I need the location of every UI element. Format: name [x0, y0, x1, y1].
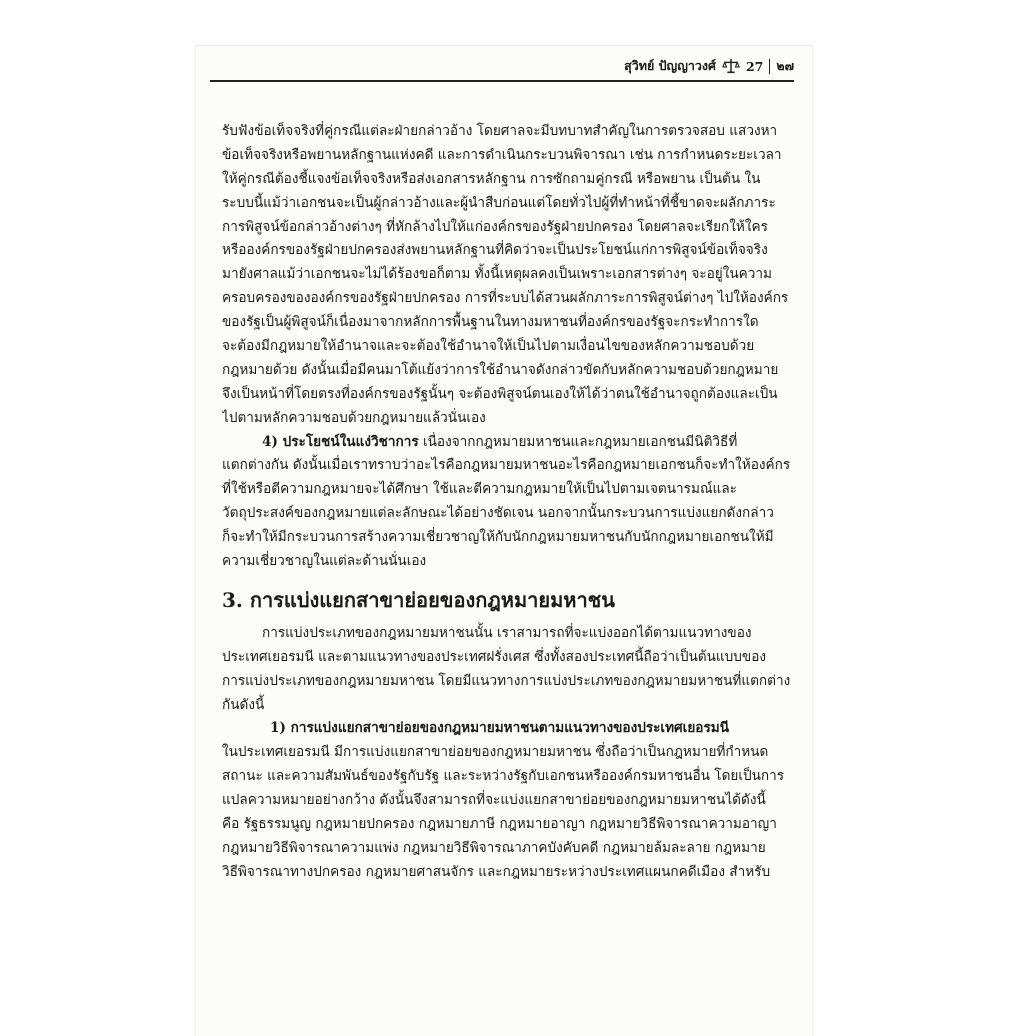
text-line: การพิสูจน์ข้อกล่าวอ้างต่างๆ ที่หักล้างไปให้แก่องค์กรของรัฐฝ่ายปกครอง โดยศาลจะเรียกให้ใคร [222, 218, 768, 235]
header-rule [210, 80, 794, 82]
text-line: ประเทศเยอรมนี และตามแนวทางของประเทศฝรั่งเศส ซึ่งทั้งสองประเทศนี้ถือว่าเป็นต้นแบบของ [222, 648, 766, 665]
book-page [196, 46, 812, 1036]
point-4-lead-text: เนื่องจากกฎหมายมหาชนและกฎหมายเอกชนมีนิติวิธีที่ [418, 433, 738, 450]
running-header [196, 46, 794, 86]
header-page-number: 27 [745, 58, 764, 74]
point-4-heading: 4) ประโยชน์ในแง่วิชาการ [262, 433, 419, 450]
text-line: จึงเป็นหน้าที่โดยตรงที่องค์กรของรัฐนั้นๆ จะต้องพิสูจน์ตนเองให้ได้ว่าตนใช้อำนาจถูกต้องและเป็น [222, 385, 778, 402]
text-line: แปลความหมายอย่างกว้าง ดังนั้นจึงสามารถที่จะแบ่งแยกสาขาย่อยของกฎหมายมหาชนได้ดังนี้ [222, 792, 766, 809]
text-line: ไปตามหลักความชอบด้วยกฎหมายแล้วนั่นเอง [222, 409, 486, 426]
text-line: มายังศาลแม้ว่าเอกชนจะไม่ได้ร้องขอก็ตาม ทั้งนี้เหตุผลคงเป็นเพราะเอกสารต่างๆ จะอยู่ในความ [222, 266, 773, 283]
text-line: รับฟังข้อเท็จจริงที่คู่กรณีแต่ละฝ่ายกล่าวอ้าง โดยศาลจะมีบทบาทสำคัญในการตรวจสอบ แสวงหา [222, 123, 778, 139]
text-line: ของรัฐเป็นผู้พิสูจน์ก็เนื่องมาจากหลักการพื้นฐานในทางมหาชนที่องค์กรของรัฐจะกระทำการใด [222, 314, 759, 331]
text-line: ระบบนี้แม้ว่าเอกชนจะเป็นผู้กล่าวอ้างและผู้นำสืบก่อนแต่โดยทั่วไปผู้ที่ทำหน้าที่ชี้ขาดจะผลักภาระ [222, 194, 776, 211]
page-body [222, 120, 794, 885]
text-line: กันดังนี้ [222, 696, 265, 713]
text-line: สถานะ และความสัมพันธ์ของรัฐกับรัฐ และระหว่างรัฐกับเอกชนหรือองค์กรมหาชนอื่น โดยเป็นการ [222, 768, 785, 785]
section-3-heading: 3. การแบ่งแยกสาขาย่อยของกฎหมายมหาชน [222, 587, 615, 612]
subsection-1-heading [222, 717, 794, 741]
subsection-1 [222, 717, 794, 884]
text-line: ครอบครองขององค์กรของรัฐฝ่ายปกครอง การที่ระบบได้สวนผลักภาระการพิสูจน์ต่างๆ ไปให้องค์กร [222, 290, 789, 307]
text-line: ที่ใช้หรือตีความกฎหมายจะได้ศึกษา ใช้และตีความกฎหมายให้เป็นไปตามเจตนารมณ์และ [222, 481, 737, 498]
header-page-number-thai: ๒๗ [776, 58, 794, 73]
text-line: การแบ่งประเภทของกฎหมายมหาชนนั้น เราสามารถที่จะแบ่งออกได้ตามแนวทางของ [262, 624, 752, 641]
text-line: กฎหมายด้วย ดังนั้นเมื่อมีคนมาโต้แย้งว่าการใช้อำนาจดังกล่าวขัดกับหลักความชอบด้วยกฎหมาย [222, 361, 779, 378]
text-line: การแบ่งประเภทของกฎหมายมหาชน โดยมีแนวทางการแบ่งประเภทของกฎหมายมหาชนที่แตกต่าง [222, 672, 791, 689]
header-separator [769, 59, 770, 74]
text-line: หรือองค์กรของรัฐฝ่ายปกครองส่งพยานหลักฐานที่คิดว่าจะเป็นประโยชน์แก่การพิสูจน์ข้อเท็จจริง [222, 242, 768, 259]
text-line: ก็จะทำให้มีกระบวนการสร้างความเชี่ยวชาญให้กับนักกฎหมายมหาชนกับนักกฎหมายเอกชนให้มี [222, 529, 774, 546]
header-author: สุวิทย์ ปัญญาวงศ์ [624, 58, 716, 73]
text-line: แตกต่างกัน ดังนั้นเมื่อเราทราบว่าอะไรคือกฎหมายมหาชนอะไรคือกฎหมายเอกชนก็จะทำให้องค์กร [222, 457, 791, 474]
section-3-intro [222, 622, 794, 718]
paragraph-1 [222, 120, 794, 431]
text-line: ในประเทศเยอรมนี มีการแบ่งแยกสาขาย่อยของกฎหมายมหาชน ซึ่งถือว่าเป็นกฎหมายที่กำหนด [222, 744, 769, 761]
text-line-lead [222, 431, 794, 455]
text-line: ความเชี่ยวชาญในแต่ละด้านนั่นเอง [222, 553, 427, 570]
text-line: กฎหมายวิธีพิจารณาความแพ่ง กฎหมายวิธีพิจารณาภาคบังคับคดี กฎหมายล้มละลาย กฎหมาย [222, 839, 766, 856]
text-line: จะต้องมีกฎหมายให้อำนาจและจะต้องใช้อำนาจให้เป็นไปตามเงื่อนไขของหลักความชอบด้วย [222, 338, 755, 355]
text-line: วิธีพิจารณาทางปกครอง กฎหมายศาสนจักร และกฎหมายระหว่างประเทศแผนกคดีเมือง สำหรับ [222, 863, 771, 880]
subsection-1-heading-text: 1) การแบ่งแยกสาขาย่อยของกฎหมายมหาชนตามแนวทางของประเทศเยอรมนี [270, 720, 730, 737]
text-line: ให้คู่กรณีต้องชี้แจงข้อเท็จจริงหรือส่งเอกสารหลักฐาน การซักถามคู่กรณี หรือพยาน เป็นต้น ใน [222, 170, 761, 187]
text-line: วัตถุประสงค์ของกฎหมายแต่ละลักษณะได้อย่างชัดเจน นอกจากนั้นกระบวนการแบ่งแยกดังกล่าว [222, 505, 774, 522]
text-line: คือ รัฐธรรมนูญ กฎหมายปกครอง กฎหมายภาษี กฎหมายอาญา กฎหมายวิธีพิจารณาความอาญา [222, 816, 777, 833]
scales-of-justice-icon [722, 57, 740, 75]
text-line: ข้อเท็จจริงหรือพยานหลักฐานแห่งคดี และการดำเนินกระบวนพิจารณา เช่น การกำหนดระยะเวลา [222, 146, 782, 163]
paragraph-2 [222, 431, 794, 574]
